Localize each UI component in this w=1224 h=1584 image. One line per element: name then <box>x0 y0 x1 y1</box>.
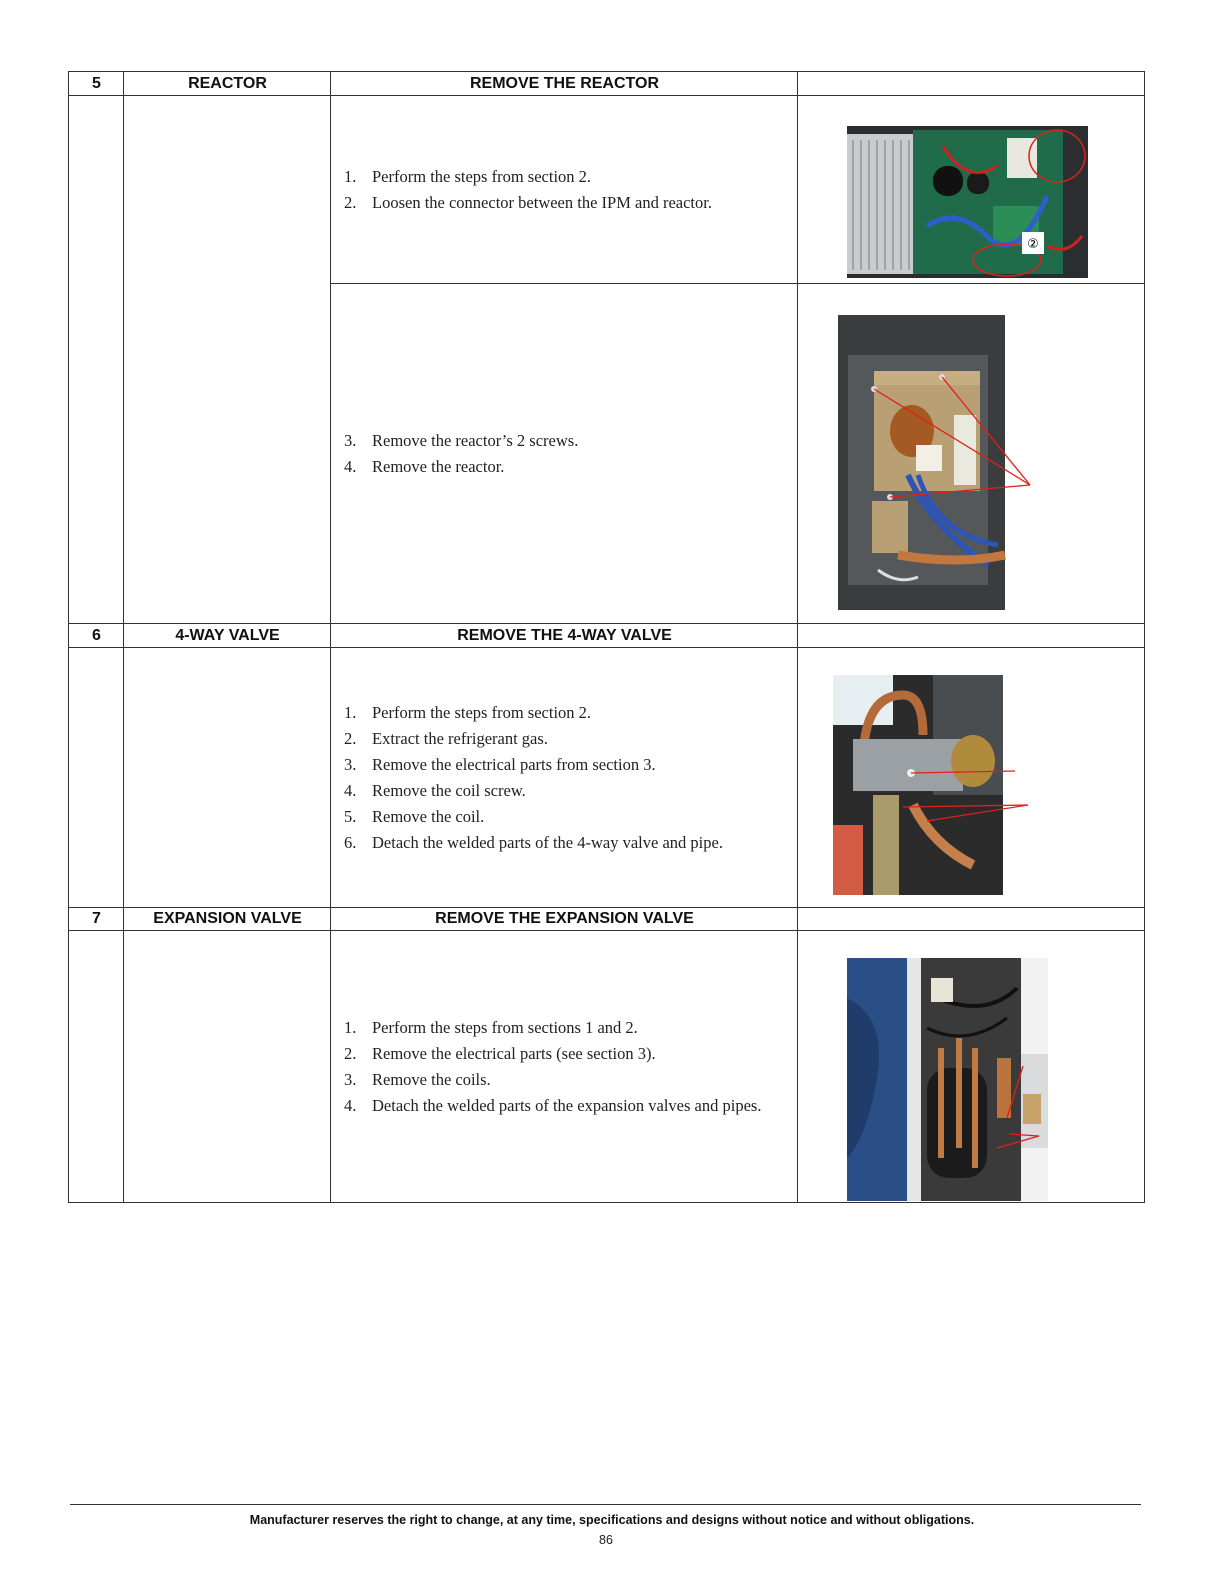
table-border-bottom <box>68 1202 1145 1203</box>
four-way-valve-photo <box>833 675 1033 895</box>
list-item: 6. Detach the welded parts of the 4-way valve and pipe. <box>344 833 723 852</box>
row-divider <box>330 283 1145 284</box>
section-action-title: REMOVE THE 4-WAY VALVE <box>457 627 672 644</box>
page-number: 86 <box>599 1533 613 1547</box>
section-number: 7 <box>92 910 101 927</box>
list-item: 4. Remove the reactor. <box>344 457 505 476</box>
section-number: 6 <box>92 627 101 644</box>
section-part-name: REACTOR <box>188 75 267 92</box>
step-list <box>344 164 712 216</box>
step-list <box>344 428 578 480</box>
list-item: 2. Loosen the connector between the IPM and reactor. <box>344 193 712 212</box>
table-border-right <box>1144 71 1145 1203</box>
footer-rule <box>70 1504 1141 1505</box>
section-number: 5 <box>92 75 101 92</box>
footer-disclaimer: Manufacturer reserves the right to change, at any time, specifications and designs without notice and without obligations. <box>249 1513 975 1527</box>
list-item: 1. Perform the steps from sections 1 and 2. <box>344 1018 638 1037</box>
list-item: 1. Perform the steps from section 2. <box>344 167 592 186</box>
callout-marker: ② <box>1027 237 1039 252</box>
section-part-name: 4-WAY VALVE <box>175 627 280 644</box>
list-item: 3. Remove the electrical parts from section 3. <box>344 755 656 774</box>
list-item: 3. Remove the reactor’s 2 screws. <box>344 431 579 450</box>
step-list <box>344 700 723 856</box>
section-action-title: REMOVE THE REACTOR <box>469 75 660 92</box>
reactor-photo <box>838 315 1038 610</box>
step-list <box>344 1015 761 1119</box>
section-part-name: EXPANSION VALVE <box>153 910 302 927</box>
expansion-valve-photo <box>847 958 1048 1201</box>
list-item: 4. Remove the coil screw. <box>344 781 526 800</box>
list-item: 5. Remove the coil. <box>344 807 485 826</box>
list-item: 3. Remove the coils. <box>344 1070 491 1089</box>
control-board-photo <box>847 126 1088 278</box>
list-item: 1. Perform the steps from section 2. <box>344 703 592 722</box>
section-action-title: REMOVE THE EXPANSION VALVE <box>435 910 694 927</box>
list-item: 2. Extract the refrigerant gas. <box>344 729 548 748</box>
list-item: 2. Remove the electrical parts (see section 3). <box>344 1044 656 1063</box>
list-item: 4. Detach the welded parts of the expansion valves and pipes. <box>344 1096 762 1115</box>
